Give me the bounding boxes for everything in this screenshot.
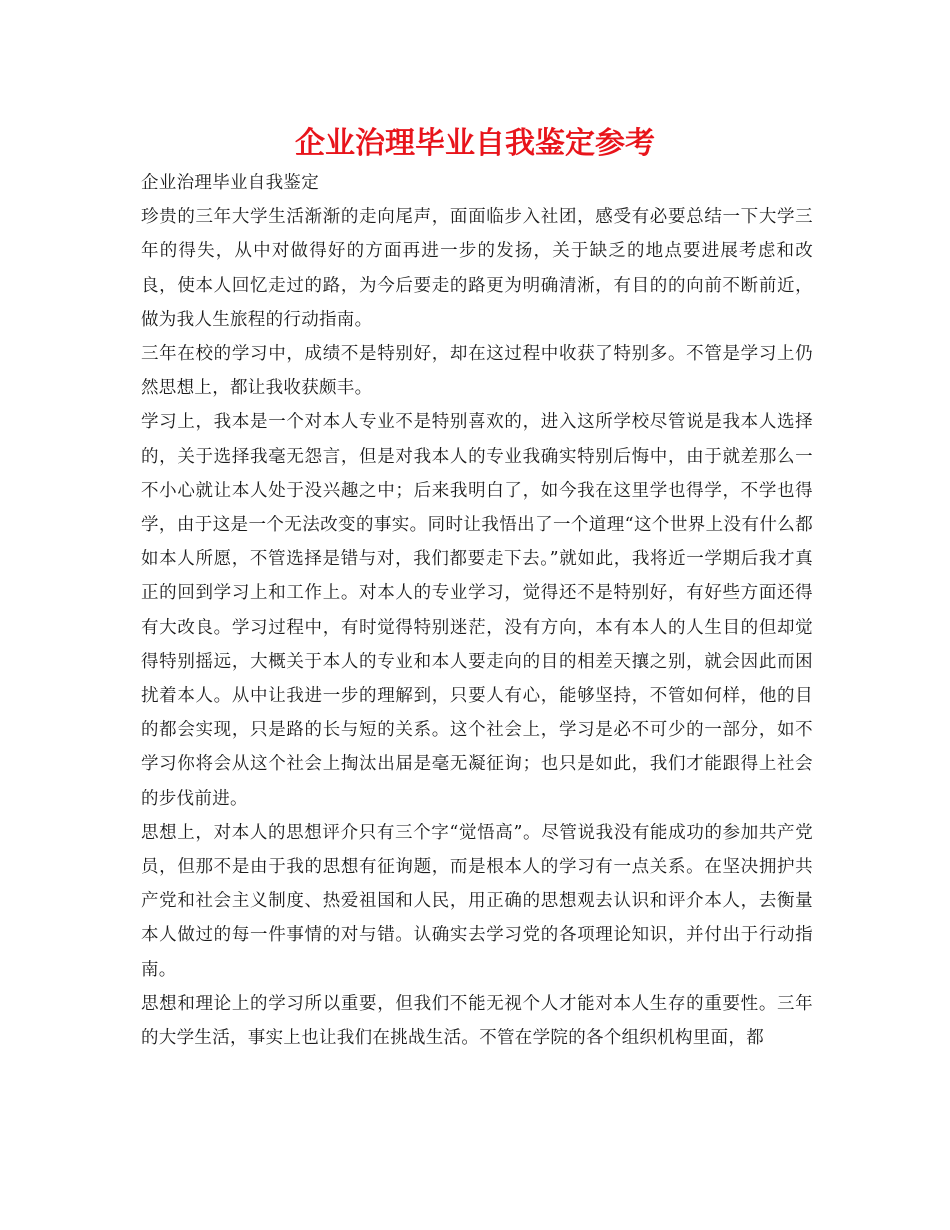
body-paragraph: 思想上，对本人的思想评介只有三个字“觉悟高”。尽管说我没有能成功的参加共产党员，但那不是由于我的思想有征询题，而是根本人的学习有一点关系。在坚决拥护共产党和社会主义制度、热爱祖国和人民，用正确的思想观去认识和评介本人，去衡量本人做过的每一件事情的对与错。认确实去学习党的各项理论知识，并付出于行动指南。 [141,822,813,980]
body-paragraph: 学习上，我本是一个对本人专业不是特别喜欢的，进入这所学校尽管说是我本人选择的，关于选择我毫无怨言，但是对我本人的专业我确实特别后悔中，由于就差那么一不小心就让本人处于没兴趣之中；后来我明白了，如今我在这里学也得学，不学也得学，由于这是一个无法改变的事实。同时让我悟出了一个道理“这个世界上没有什么都如本人所愿，不管选择是错与对，我们都要走下去。”就如此，我将近一学期后我才真正的回到学习上和工作上。对本人的专业学习，觉得还不是特别好，有好些方面还得有大改良。学习过程中，有时觉得特别迷茫，没有方向，本有本人的人生目的但却觉得特别摇远，大概关于本人的专业和本人要走向的目的相差天攘之别，就会因此而困扰着本人。从中让我进一步的理解到，只要人有心，能够坚持，不管如何样，他的目的都会实现，只是路的长与短的关系。这个社会上，学习是必不可少的一部分，如不学习你将会从这个社会上掏汰出届是毫无凝征询；也只是如此，我们才能跟得上社会的步伐前进。 [141,412,813,809]
document-subtitle: 企业治理毕业自我鉴定 [141,173,319,193]
document-title: 企业治理毕业自我鉴定参考 [295,126,655,161]
body-paragraph: 珍贵的三年大学生活渐渐的走向尾声，面面临步入社团，感受有必要总结一下大学三年的得失，从中对做得好的方面再进一步的发扬，关于缺乏的地点要进展考虑和改良，使本人回忆走过的路，为今后要走的路更为明确清淅，有目的的向前不断前近，做为我人生旅程的行动指南。 [141,207,813,330]
body-paragraph: 思想和理论上的学习所以重要，但我们不能无视个人才能对本人生存的重要性。三年的大学生活，事实上也让我们在挑战生活。不管在学院的各个组织机构里面，都 [141,993,813,1049]
body-paragraph: 三年在校的学习中，成绩不是特别好，却在这过程中收获了特别多。不管是学习上仍然思想上，都让我收获颇丰。 [141,344,813,399]
document-body [141,166,813,1055]
